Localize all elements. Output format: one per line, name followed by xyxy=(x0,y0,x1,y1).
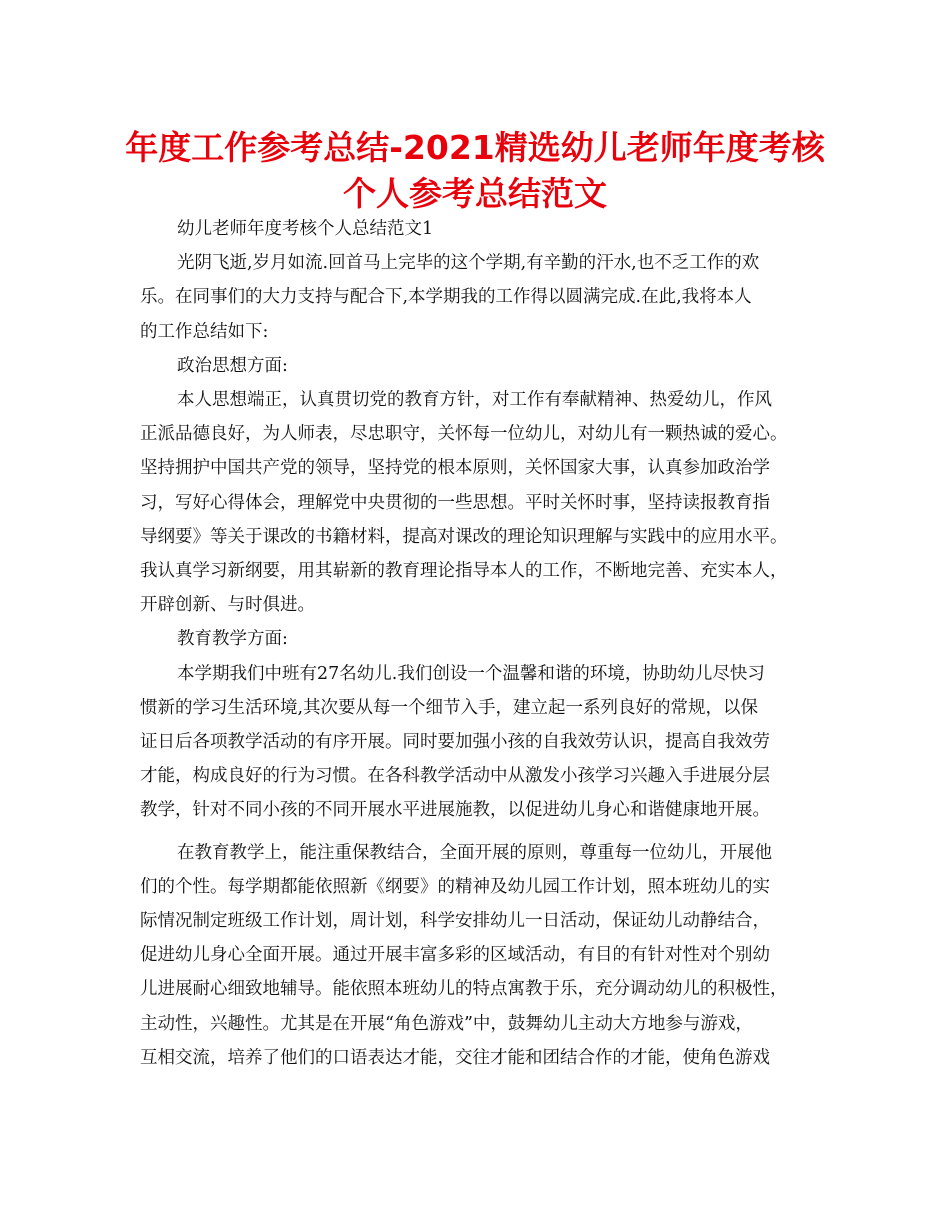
document-title-line-1: 年度工作参考总结-2021精选幼儿老师年度考核 xyxy=(125,128,825,167)
paragraph-line: 本学期我们中班有27名幼儿.我们创设一个温馨和谐的环境，协助幼儿尽快习 xyxy=(177,663,765,684)
paragraph-line: 互相交流，培养了他们的口语表达才能，交往才能和团结合作的才能，使角色游戏 xyxy=(140,1047,770,1068)
paragraph-politics xyxy=(140,383,830,622)
section-heading-teaching xyxy=(140,622,830,656)
paragraph-line: 导纲要》等关于课改的书籍材料，提高对课改的理论知识理解与实践中的应用水平。 xyxy=(140,526,788,547)
section-heading-politics xyxy=(140,349,830,383)
paragraph-line: 儿进展耐心细致地辅导。能依照本班幼儿的特点寓教于乐，充分调动幼儿的积极性， xyxy=(140,979,788,1000)
paragraph-line: 幼儿老师年度考核个人总结范文1 xyxy=(177,219,434,239)
paragraph-teaching-2 xyxy=(140,836,830,1075)
paragraph-line: 证日后各项教学活动的有序开展。同时要加强小孩的自我效劳认识，提高自我效劳 xyxy=(140,732,770,753)
paragraph-teaching-1 xyxy=(140,657,830,828)
paragraph-line: 惯新的学习生活环境,其次要从每一个细节入手，建立起一系列良好的常规，以保 xyxy=(140,697,759,718)
paragraph-line: 主动性，兴趣性。尤其是在开展“角色游戏”中，鼓舞幼儿主动大方地参与游戏， xyxy=(140,1013,753,1034)
section-heading-text: 政治思想方面: xyxy=(177,355,288,376)
document-title-line-2: 个人参考总结范文 xyxy=(343,174,607,213)
paragraph-line: 我认真学习新纲要，用其崭新的教育理论指导本人的工作，不断地完善、充实本人， xyxy=(140,561,788,582)
paragraph-line: 的工作总结如下: xyxy=(140,321,269,342)
section-heading-text: 教育教学方面: xyxy=(177,629,288,650)
paragraph-line: 促进幼儿身心全面开展。通过开展丰富多彩的区域活动，有目的有针对性对个别幼 xyxy=(140,945,770,966)
paragraph-subtitle xyxy=(140,212,830,246)
document-body xyxy=(140,212,830,1075)
paragraph-line: 本人思想端正，认真贯切党的教育方针，对工作有奉献精神、热爱幼儿，作风 xyxy=(177,390,772,411)
paragraph-line: 乐。在同事们的大力支持与配合下,本学期我的工作得以圆满完成.在此,我将本人 xyxy=(140,287,752,308)
paragraph-line: 教学，针对不同小孩的不同开展水平进展施教，以促进幼儿身心和谐健康地开展。 xyxy=(140,800,770,821)
paragraph-intro xyxy=(140,246,830,349)
paragraph-line: 际情况制定班级工作计划，周计划，科学安排幼儿一日活动，保证幼儿动静结合， xyxy=(140,911,770,932)
paragraph-line: 开辟创新、与时俱进。 xyxy=(140,595,315,616)
paragraph-line: 才能，构成良好的行为习惯。在各科教学活动中从激发小孩学习兴趣入手进展分层 xyxy=(140,766,770,787)
paragraph-line: 正派品德良好，为人师表，尽忠职守，关怀每一位幼儿，对幼儿有一颗热诚的爱心。 xyxy=(140,424,788,445)
paragraph-line: 在教育教学上，能注重保教结合，全面开展的原则，尊重每一位幼儿，开展他 xyxy=(177,842,772,863)
paragraph-line: 光阴飞逝,岁月如流.回首马上完毕的这个学期,有辛勤的汗水,也不乏工作的欢 xyxy=(177,253,760,274)
paragraph-line: 坚持拥护中国共产党的领导，坚持党的根本原则，关怀国家大事，认真参加政治学 xyxy=(140,458,770,479)
paragraph-line: 们的个性。每学期都能依照新《纲要》的精神及幼儿园工作计划，照本班幼儿的实 xyxy=(140,876,770,897)
paragraph-line: 习，写好心得体会，理解党中央贯彻的一些思想。平时关怀时事，坚持读报教育指 xyxy=(140,492,770,513)
